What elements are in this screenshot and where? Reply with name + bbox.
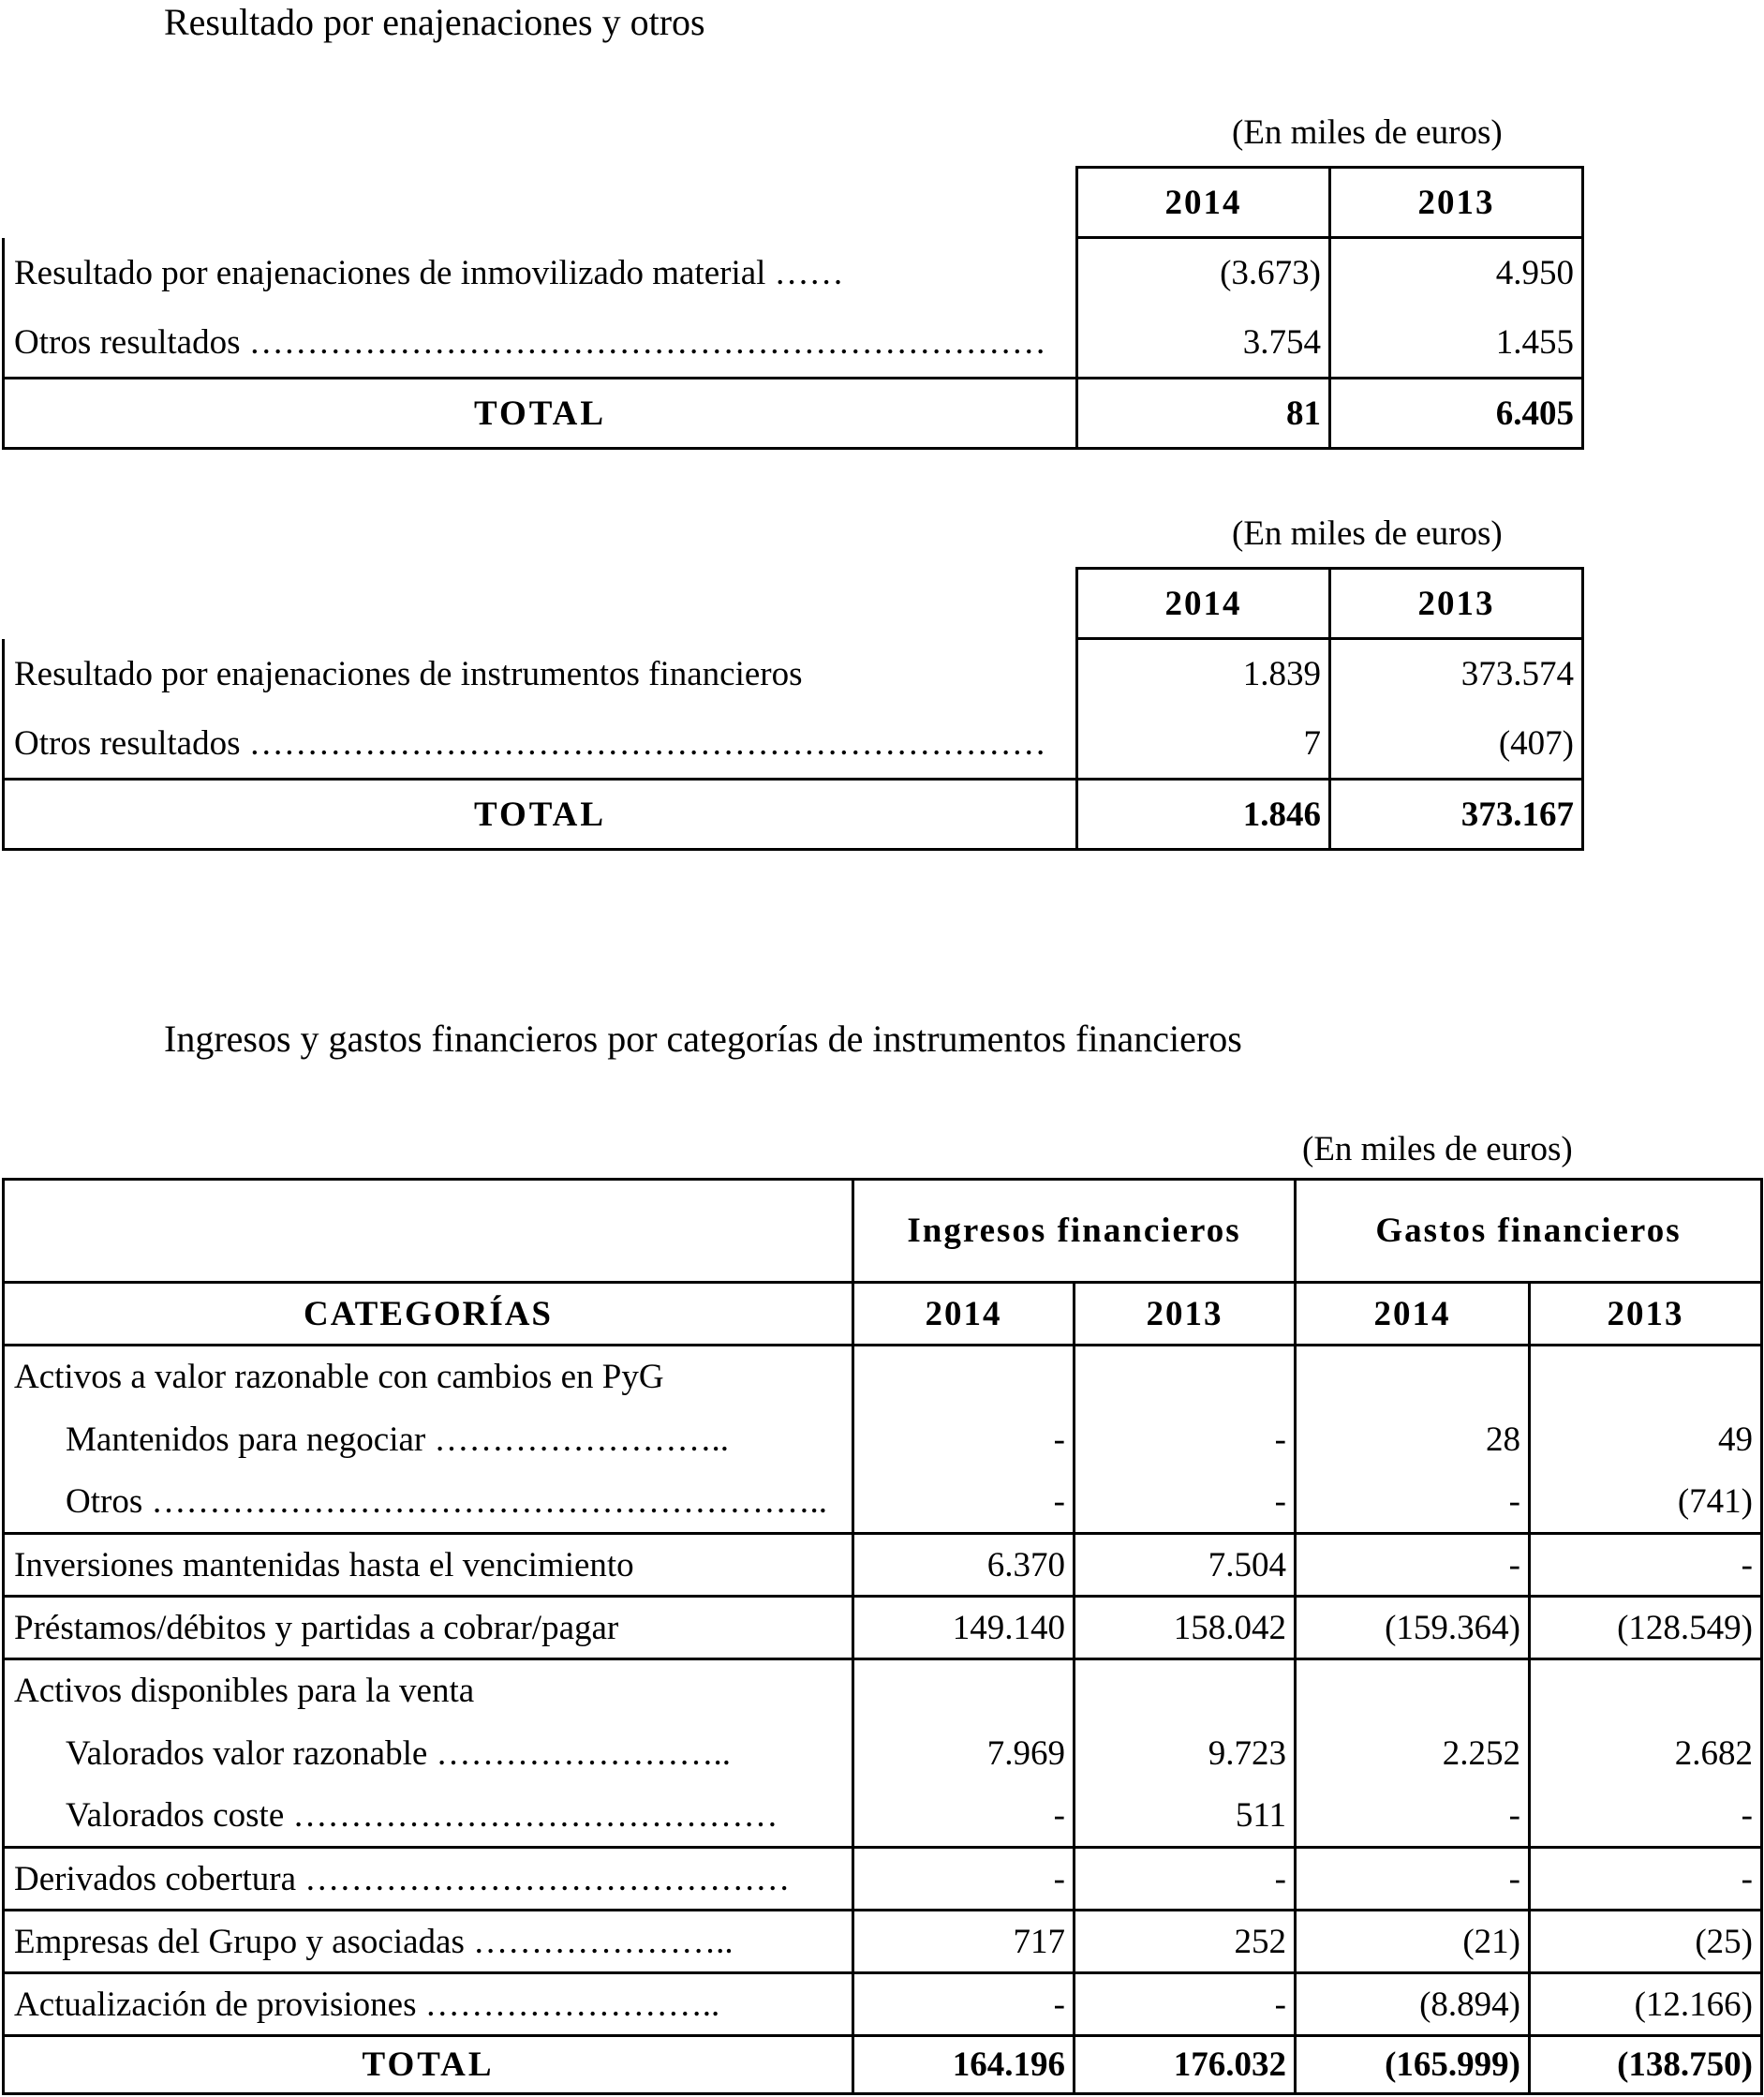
value-cell: - bbox=[1296, 1785, 1530, 1848]
value-cell: - bbox=[1296, 1848, 1530, 1911]
value-cell bbox=[853, 1346, 1075, 1408]
value-cell: 2.682 bbox=[1530, 1722, 1762, 1785]
empty-cell bbox=[4, 1180, 853, 1283]
value-cell: - bbox=[853, 1848, 1075, 1911]
total-row bbox=[4, 379, 1583, 449]
value-cell: - bbox=[1075, 1408, 1296, 1471]
value-cell: - bbox=[1530, 1848, 1762, 1911]
table-row bbox=[4, 238, 1583, 308]
value-cell: - bbox=[1296, 1471, 1530, 1534]
value-cell: 6.370 bbox=[853, 1534, 1075, 1597]
year-header-row bbox=[4, 1283, 1762, 1346]
value-cell: (8.894) bbox=[1296, 1973, 1530, 2036]
table-row bbox=[4, 1785, 1762, 1848]
table-row bbox=[4, 639, 1583, 709]
value-cell bbox=[1296, 1659, 1530, 1722]
table-row bbox=[4, 1722, 1762, 1785]
row-label: Inversiones mantenidas hasta el vencimiento bbox=[4, 1534, 853, 1597]
header-2013: 2013 bbox=[1330, 168, 1583, 238]
value-2013: 1.455 bbox=[1330, 308, 1583, 379]
value-cell: - bbox=[1075, 1471, 1296, 1534]
section1-table bbox=[2, 166, 1584, 450]
value-cell: 149.140 bbox=[853, 1597, 1075, 1659]
header-2014: 2014 bbox=[1077, 569, 1330, 639]
total-label: TOTAL bbox=[4, 780, 1077, 850]
total-label: TOTAL bbox=[4, 2036, 853, 2094]
header-2014: 2014 bbox=[1077, 168, 1330, 238]
empty-cell bbox=[4, 168, 1077, 238]
total-row bbox=[4, 2036, 1762, 2094]
value-cell: - bbox=[1296, 1534, 1530, 1597]
total-value: (138.750) bbox=[1530, 2036, 1762, 2094]
value-cell: (25) bbox=[1530, 1911, 1762, 1973]
row-label: Resultado por enajenaciones de inmovilizado material …… bbox=[4, 238, 1077, 308]
header-2013: 2013 bbox=[1330, 569, 1583, 639]
section3-unit: (En miles de euros) bbox=[1302, 1130, 1573, 1168]
value-cell bbox=[1530, 1346, 1762, 1408]
value-cell: 7.969 bbox=[853, 1722, 1075, 1785]
row-label: Préstamos/débitos y partidas a cobrar/pagar bbox=[4, 1597, 853, 1659]
group-header-gastos: Gastos financieros bbox=[1296, 1180, 1762, 1283]
header-gastos-2013: 2013 bbox=[1530, 1283, 1762, 1346]
row-label: Otros resultados …………………………………………………………… bbox=[4, 308, 1077, 379]
value-cell: 252 bbox=[1075, 1911, 1296, 1973]
value-cell: (128.549) bbox=[1530, 1597, 1762, 1659]
value-2014: (3.673) bbox=[1077, 238, 1330, 308]
table-row bbox=[4, 1911, 1762, 1973]
row-label: Empresas del Grupo y asociadas ………………….. bbox=[4, 1911, 853, 1973]
table-row bbox=[4, 1659, 1762, 1722]
value-cell: - bbox=[1530, 1785, 1762, 1848]
value-cell: 49 bbox=[1530, 1408, 1762, 1471]
value-cell: (21) bbox=[1296, 1911, 1530, 1973]
row-label: Mantenidos para negociar …………………….. bbox=[4, 1408, 853, 1471]
header-gastos-2014: 2014 bbox=[1296, 1283, 1530, 1346]
value-cell bbox=[1075, 1346, 1296, 1408]
value-cell bbox=[1296, 1346, 1530, 1408]
value-cell: - bbox=[853, 1785, 1075, 1848]
row-label: Activos a valor razonable con cambios en PyG bbox=[4, 1346, 853, 1408]
value-cell: 511 bbox=[1075, 1785, 1296, 1848]
table-row bbox=[4, 709, 1583, 780]
row-label: Activos disponibles para la venta bbox=[4, 1659, 853, 1722]
value-cell bbox=[1075, 1659, 1296, 1722]
value-cell: (741) bbox=[1530, 1471, 1762, 1534]
value-cell: - bbox=[1075, 1973, 1296, 2036]
row-label: Otros resultados …………………………………………………………… bbox=[4, 709, 1077, 780]
value-cell: (159.364) bbox=[1296, 1597, 1530, 1659]
total-2013: 6.405 bbox=[1330, 379, 1583, 449]
section1-title: Resultado por enajenaciones y otros bbox=[164, 1, 705, 43]
value-2013: 373.574 bbox=[1330, 639, 1583, 709]
table-row bbox=[4, 1346, 1762, 1408]
section2-unit: (En miles de euros) bbox=[1232, 514, 1503, 553]
value-cell: - bbox=[853, 1973, 1075, 2036]
total-2014: 1.846 bbox=[1077, 780, 1330, 850]
value-2013: 4.950 bbox=[1330, 238, 1583, 308]
total-value: 176.032 bbox=[1075, 2036, 1296, 2094]
value-cell bbox=[853, 1659, 1075, 1722]
table-row bbox=[4, 1848, 1762, 1911]
value-cell: 9.723 bbox=[1075, 1722, 1296, 1785]
value-cell: - bbox=[1075, 1848, 1296, 1911]
value-2013: (407) bbox=[1330, 709, 1583, 780]
section2-table bbox=[2, 567, 1584, 851]
table-row bbox=[4, 308, 1583, 379]
table-header-row bbox=[4, 569, 1583, 639]
total-2014: 81 bbox=[1077, 379, 1330, 449]
value-cell: 158.042 bbox=[1075, 1597, 1296, 1659]
value-cell: - bbox=[853, 1471, 1075, 1534]
header-ingresos-2013: 2013 bbox=[1075, 1283, 1296, 1346]
total-value: 164.196 bbox=[853, 2036, 1075, 2094]
row-label: Otros ………………………………………………….. bbox=[4, 1471, 853, 1534]
table-row bbox=[4, 1408, 1762, 1471]
total-label: TOTAL bbox=[4, 379, 1077, 449]
value-2014: 7 bbox=[1077, 709, 1330, 780]
header-ingresos-2014: 2014 bbox=[853, 1283, 1075, 1346]
table-row bbox=[4, 1597, 1762, 1659]
empty-cell bbox=[4, 569, 1077, 639]
section3-table bbox=[2, 1178, 1763, 2095]
value-cell: (12.166) bbox=[1530, 1973, 1762, 2036]
total-2013: 373.167 bbox=[1330, 780, 1583, 850]
table-row bbox=[4, 1471, 1762, 1534]
row-label: Derivados cobertura …………………………………… bbox=[4, 1848, 853, 1911]
group-header-row bbox=[4, 1180, 1762, 1283]
total-row bbox=[4, 780, 1583, 850]
value-2014: 3.754 bbox=[1077, 308, 1330, 379]
table-row bbox=[4, 1534, 1762, 1597]
value-cell: - bbox=[853, 1408, 1075, 1471]
row-label: Actualización de provisiones …………………….. bbox=[4, 1973, 853, 2036]
row-label: Valorados valor razonable …………………….. bbox=[4, 1722, 853, 1785]
table-row bbox=[4, 1973, 1762, 2036]
value-cell: 2.252 bbox=[1296, 1722, 1530, 1785]
section1-unit: (En miles de euros) bbox=[1232, 113, 1503, 152]
value-cell: 28 bbox=[1296, 1408, 1530, 1471]
categories-header: CATEGORÍAS bbox=[4, 1283, 853, 1346]
total-value: (165.999) bbox=[1296, 2036, 1530, 2094]
value-cell: - bbox=[1530, 1534, 1762, 1597]
table-header-row bbox=[4, 168, 1583, 238]
value-cell: 7.504 bbox=[1075, 1534, 1296, 1597]
value-cell bbox=[1530, 1659, 1762, 1722]
section3-title: Ingresos y gastos financieros por categorías de instrumentos financieros bbox=[164, 1018, 1242, 1060]
value-2014: 1.839 bbox=[1077, 639, 1330, 709]
value-cell: 717 bbox=[853, 1911, 1075, 1973]
row-label: Resultado por enajenaciones de instrumentos financieros bbox=[4, 639, 1077, 709]
row-label: Valorados coste …………………………………… bbox=[4, 1785, 853, 1848]
group-header-ingresos: Ingresos financieros bbox=[853, 1180, 1296, 1283]
